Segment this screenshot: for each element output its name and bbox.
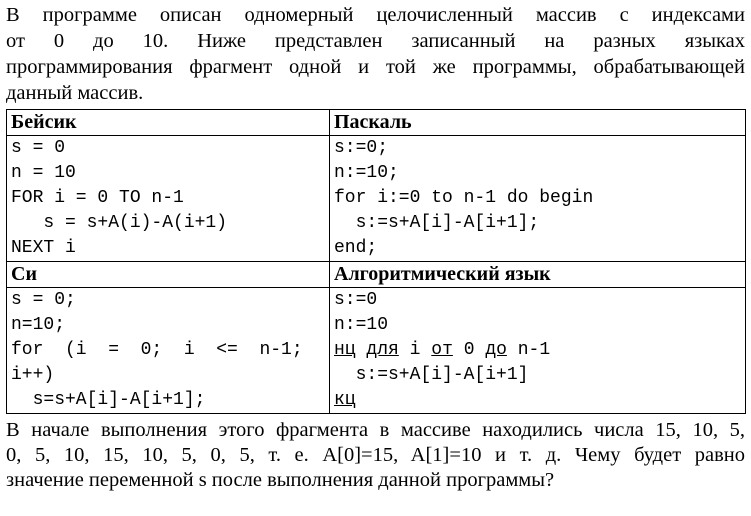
code-line: for (i = 0; i <= n-1; [11,340,303,360]
pascal-code-cell [330,136,746,262]
intro-line: программирования фрагмент одной и той же программы, обрабатывающей [6,56,745,78]
question-line: В начале выполнения этого фрагмента в массиве находились числа 15, 10, 5, [6,419,745,441]
code-line: s = 0 [11,138,66,158]
question-line: значение переменной s после выполнения данной программы? [6,469,555,491]
code-line: n = 10 [11,163,76,183]
algo-end-line [334,388,741,413]
code-line: s:=s+A[i]-A[i+1] [334,365,529,385]
intro-line: данный массив. [6,82,144,104]
keyword-kc: кц [334,390,356,410]
algo-code-cell [330,288,746,414]
code-line: s = s+A(i)-A(i+1) [11,213,228,233]
loop-var: i [409,340,421,360]
c-code-cell [7,288,330,414]
task-page [6,2,745,493]
code-table [6,109,746,414]
code-line: s:=0 [334,290,378,310]
loop-from: 0 [463,340,475,360]
intro-paragraph [6,2,745,106]
code-line: n:=10 [334,315,389,335]
code-line: end; [334,238,378,258]
keyword-nc: нц [334,340,356,360]
code-line: s:=s+A[i]-A[i+1]; [334,213,540,233]
code-line: n:=10; [334,163,399,183]
code-line: s = 0; [11,290,76,310]
basic-header: Бейсик [7,110,330,136]
algo-loop-line [334,338,741,363]
loop-to: n-1 [517,340,551,360]
code-line: s=s+A[i]-A[i+1]; [11,390,206,410]
code-line: FOR i = 0 TO n-1 [11,188,184,208]
code-line: for i:=0 to n-1 do begin [334,188,594,208]
pascal-header: Паскаль [330,110,746,136]
code-line: n=10; [11,315,66,335]
intro-line: от 0 до 10. Ниже представлен записанный на разных языках [6,30,745,52]
code-line: i++) [11,365,55,385]
keyword-to: до [485,340,507,360]
code-line: NEXT i [11,238,76,258]
c-header: Си [7,262,330,288]
question-paragraph [6,418,745,493]
intro-line: В программе описан одномерный целочисленный массив с индексами [6,4,745,26]
algo-header: Алгоритмический язык [330,262,746,288]
code-line: s:=0; [334,138,389,158]
question-line: 0, 5, 10, 15, 10, 5, 0, 5, т. е. A[0]=15, A[1]=10 и т. д. Чему будет равно [6,444,745,466]
keyword-for: для [366,340,399,360]
basic-code-cell [7,136,330,262]
keyword-from: от [431,340,453,360]
